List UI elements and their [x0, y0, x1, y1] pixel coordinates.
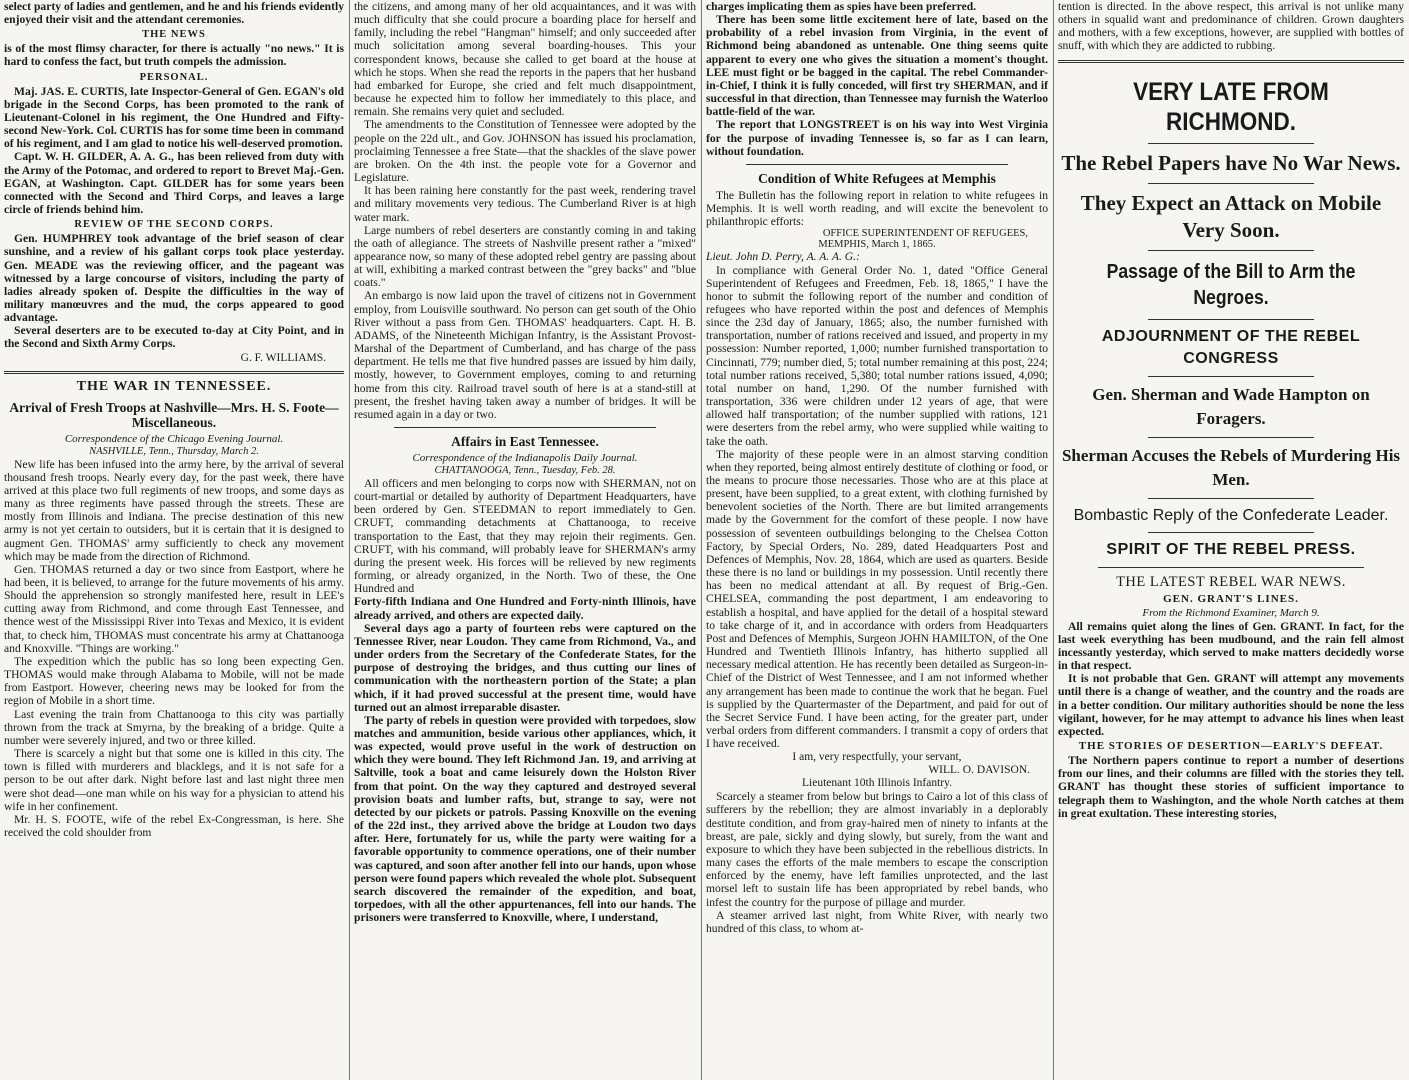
signature-davison: WILL. O. DAVISON. [928, 764, 1030, 777]
headline-divider [1148, 183, 1314, 184]
paragraph-longstreet: The report that LONGSTREET is on his way into West Virginia for the purpose of invading Tennessee is, so far as I can learn, without foundation. [706, 118, 1048, 158]
article-heading-refugees: Condition of White Refugees at Memphis [758, 170, 996, 186]
paragraph-raining: It has been raining here constantly for the past week, rendering travel and military movements very tedious. The Cumberland River is at high water mark. [354, 184, 696, 224]
headline-accuses: Sherman Accuses the Rebels of Murdering His Men. [1061, 445, 1401, 489]
paragraph-large-numbers: Large numbers of rebel deserters are constantly coming in and taking the oath of allegiance. The streets of Nashville present rather a "mixed" appearance now, so many of these adopted rebel gentry are passing about at will, exhibiting a marked contrast between the "grey backs" and "blue coats." [354, 223, 696, 290]
headline-spirit: SPIRIT OF THE REBEL PRESS. [1106, 540, 1356, 558]
headline-attack-mobile: They Expect an Attack on Mobile Very Soon. [1080, 190, 1382, 242]
closing-respectfully: I am, very respectfully, your servant, [792, 751, 962, 764]
source-line: From the Richmond Examiner, March 9. [1142, 606, 1320, 619]
address-date: MEMPHIS, March 1, 1865. [818, 239, 936, 251]
paragraph-all-remains: All remains quiet along the lines of Gen. GRANT. In fact, for the last week everything has been mudbound, and the rain fell almost incessantly yesterday, which served to make matters decidedly worse in that respect. [1058, 619, 1404, 673]
headline-divider [1148, 250, 1314, 251]
headline-divider [1148, 437, 1314, 438]
paragraph-foote: Mr. H. S. FOOTE, wife of the rebel Ex-Congressman, is here. She received the cold shoulder from [4, 812, 344, 839]
paragraph-curtis: Maj. JAS. E. CURTIS, late Inspector-General of Gen. EGAN's old brigade in the Second Corps, has been promoted to the rank of Lieutenant-Colonel in his regiment, the One Hundred and Fifty-second New-York. Col. CURTIS has for some time been in command of his regiment, and I am glad to notice his well-deserved promotion. [4, 84, 344, 151]
correspondence-line: Correspondence of the Chicago Evening Journal. [64, 432, 284, 445]
headline-divider [1148, 319, 1314, 320]
paragraph-expedition: The expedition which the public has so long been expecting Gen. THOMAS would make through Alabama to Mobile, will not be made from Eastport. However, cheering news may be looked for from the region of Mobile in a short time. [4, 654, 344, 708]
headline-passage: Passage of the Bill to Arm the Negroes. [1106, 260, 1356, 309]
paragraph-deserters: Several deserters are to be executed to-day at City Point, and in the Second and Sixth Army Corps. [4, 324, 344, 351]
section-divider [1058, 60, 1404, 63]
headline-bombastic: Bombastic Reply of the Confederate Leader. [1073, 506, 1389, 524]
column-4 [1054, 0, 1409, 1080]
dateline-chattanooga: CHATTANOOGA, Tenn., Tuesday, Feb. 28. [434, 465, 616, 476]
headline-divider [1148, 498, 1314, 499]
column-1 [0, 0, 350, 1080]
paragraph-charges: charges implicating them as spies have been preferred. [706, 0, 977, 13]
article-divider [1098, 567, 1364, 568]
paragraph-amendments: The amendments to the Constitution of Tennessee were adopted by the people on the 22d ult., and Gov. JOHNSON has issued his proclamation, proclaiming Tennessee a free State—that the shackles of the slave power are broken. On the 4th inst. the people vote for a Governor and Legislature. [354, 118, 696, 185]
paragraph-citizens: the citizens, and among many of her old acquaintances, and it was with much difficulty that she could procure a boarding place for herself and family, including the rebel "Hangman" himself; and only succeeded after much solicitation among several boarding-houses. This your correspondent knows, because she called to get board at the house at which he stops. When she read the reports in the papers that her husband had embarked for Europe, she cried and felt much disappointment, because he expected him to follow her immediately to this place, and remain. She remains very quiet and secluded. [354, 0, 696, 119]
signature-rank: Lieutenant 10th Illinois Infantry. [802, 777, 952, 790]
paragraph-news: is of the most flimsy character, for there is actually "no news." It is hard to confess the fact, but truth compels the admission. [4, 42, 344, 69]
paragraph-majority: The majority of these people were in an almost starving condition when they reported, being almost entirely destitute of clothing or food, or the means to procure those necessaries. Those who are at this place at present, have been supplied, to a great extent, with clothing furnished by benevolent societies of the North. There are but limited arrangements made by the Government for the comfort of these people. I now have possession of seventeen outbuildings belonging to the Chelsea Cotton Factory, by Special Orders, No. 289, dated Headquarters Post and Defences of Memphis, Nov. 28, 1864, which are used as quarters. Beside these there is no land or buildings in my possession. Until recently there has been no medical attendant at all. By request of Brig.-Gen. CHELSEA, commanding the post department, I am endeavoring to establish a hospital, and have applied for the detail of a hospital steward to take charge of it, and in accordance with orders from Headquarters Post and Defences of Memphis, Surgeon JOHN HAMILTON, of the One Hundred and Twentieth Illinois Infantry, has hitherto supplied all necessary medical attention. He has recently been detailed as Surgeon-in-Chief of the District of West Tennessee, and I am not informed whether any arrangement has been made to continue the work that he began. Fuel is supplied by the Quartermaster of the Department, and paid for out of the Secret Service Fund. I have been acting, for the greater part, under verbal orders from different commanders. I transmit a copy of orders that I have received. [706, 447, 1048, 751]
paragraph-scarcely: There is scarcely a night but that some one is killed in this city. The town is filled with murderers and blacklegs, and it is not safe for a person to be out after dark. Night before last and last night three men were shot dead—one man while on his way for a physician to attend his wife in her confinement. [4, 747, 344, 813]
subhead-stories: THE STORIES OF DESERTION—EARLY'S DEFEAT. [1078, 740, 1384, 753]
article-divider [746, 164, 1008, 165]
dateline-nashville: NASHVILLE, Tenn., Thursday, March 2. [89, 445, 259, 457]
subhead-grant-lines: GEN. GRANT'S LINES. [1163, 592, 1299, 605]
headline-divider [1148, 376, 1314, 377]
paragraph-intro: select party of ladies and gentlemen, and he and his friends evidently enjoyed their visit and the attendant ceremonies. [4, 0, 344, 27]
paragraph-all-officers: All officers and men belonging to corps now with SHERMAN, not on court-martial or detailed by authority of Department Headquarters, have been ordered by Gen. STEEDMAN to report immediately to Gen. CRUFT, commanding detachments at Chattanooga, to receive transportation to the East, that they may rejoin their regiments. Gen. CRUFT, with his command, will probably leave for SHERMAN's army during the present week. His forces will be relieved by new regiments forming, or already organized, in the North. Two of these, the One Hundred and [354, 477, 696, 596]
paragraph-thomas: Gen. THOMAS returned a day or two since from Eastport, where he had been, it is believed, to arrange for the future movements of his army. Should the apprehension so strongly manifested here, result in LEE's cutting away from Richmond, and come through East Tennessee, and thence west of the Mississippi River into Texas and Mexico, it is evident that, to check him, THOMAS must concentrate his army at Chattanooga and Knoxville. "Things are working." [4, 562, 344, 655]
paragraph-forty-fifth: Forty-fifth Indiana and One Hundred and Forty-ninth Illinois, have already arrived, and others are expected daily. [354, 595, 696, 622]
paragraph-arrived: A steamer arrived last night, from White River, with nearly two hundred of this class, to whom at- [706, 908, 1048, 935]
paragraph-last-evening: Last evening the train from Chattanooga to this city was partially thrown from the track at Smyrna, by the breaking of a bridge. Quite a number were severely injured, and two or three killed. [4, 707, 344, 747]
paragraph-probable: It is not probable that Gen. GRANT will attempt any movements until there is a change of weather, and the country and the roads are in a better condition. Our military authorities should be none the less vigilant, however, for he may attempt to advance his lines when least expected. [1058, 672, 1404, 738]
correspondence-line: Correspondence of the Indianapolis Daily Journal. [412, 452, 638, 464]
paragraph-party: The party of rebels in question were provided with torpedoes, slow matches and ammunition, beside various other appliances, which, it was expected, would prove useful in the work of destruction on which they were bound. They left Richmond Jan. 19, and arriving at Saltville, took a boat and came leisurely down the Holston River from that point. On the way they captured and destroyed several provision boats and lumber rafts, but, strange to say, were not detected by our pickets or patrols. Passing Knoxville on the evening of the 22d inst., they arrived above the bridge at Loudon two days after. Here, fortunately for us, while the party were waiting for a favorable opportunity to commence operations, one of their number was captured, and soon after another fell into our hands, upon whose person were found papers which revealed the whole plot. Subsequent search discovered the remainder of the expedition, and boat, torpedoes, with all the other appurtenances, fell into our hands. The prisoners were transferred to Knoxville, where, I understand, [354, 713, 696, 925]
subhead-review: REVIEW OF THE SECOND CORPS. [74, 219, 274, 231]
paragraph-steamer: Scarcely a steamer from below but brings to Cairo a lot of this class of sufferers by the rebellion; they are almost invariably in a deplorably destitute condition, and from gray-haired men of ninety to infants at the breast, are pale, sickly and dying slowly, but surely, from the want and exposure to which they have been subjected in the rebellious districts. In many cases the efforts of the male members to escape the conscription enforced by the enemy, have left families unprotected, and the last morsel left to sustain life has been appropriated by rebel bands, who infest the country for the purpose of pillage and murder. [706, 790, 1048, 909]
section-divider [4, 371, 344, 374]
paragraph-embargo: An embargo is now laid upon the travel of citizens not in Government employ, from Louisville southward. No person can get south of the Ohio River without a pass from Gen. THOMAS' headquarters. Capt. H. B. ADAMS, of the Nineteenth Michigan Infantry, is the Assistant Provost-Marshal of the Department of Cumberland, and has charge of the pass department. He tells me that five hundred passes are issued by him daily, mostly, however, to Government employes, coming to and returning home from this city. Railroad travel south of here is at a stand-still at present, the freshet having taken away a number of bridges. It will be resumed again in a day or two. [354, 289, 696, 421]
subhead-personal: PERSONAL. [139, 71, 209, 83]
paragraph-northern: The Northern papers continue to report a number of desertions from our lines, and their columns are filled with the stories they tell. GRANT has thought these stories of sufficient importance to telegraph them to Washington, and the whole North catches at them in great exultation. These interesting stories, [1058, 754, 1404, 820]
headline-latest: THE LATEST REBEL WAR NEWS. [1116, 573, 1346, 590]
paragraph-humphrey: Gen. HUMPHREY took advantage of the brief season of clear sunshine, and a review of his gallant corps took place yesterday. Gen. MEADE was the reviewing officer, and the pageant was witnessed by a large concourse of visitors, including the party of ladies already spoken of. Despite the difficulties in the way of military manœuvres and the mud, the corps appeared to good advantage. [4, 232, 344, 325]
signature-williams: G. F. WILLIAMS. [240, 351, 326, 364]
column-2 [350, 0, 702, 1080]
subhead-the-news: THE NEWS [142, 29, 206, 41]
paragraph-excitement: There has been some little excitement here of late, based on the probability of a rebel invasion from Virginia, in the event of Richmond being abandoned as untenable. One thing seems quite apparent to every one who gives the situation a moment's thought. LEE must fight or be bagged in the capital. The rebel Commander-in-Chief, I think it is fully conceded, will first try SHERMAN, and if successful in that direction, than Tennessee may furnish the Waterloo battle-field of the war. [706, 13, 1048, 119]
article-divider [394, 427, 656, 428]
paragraph-compliance: In compliance with General Order No. 1, dated "Office General Superintendent of Refugees and Freedmen, Feb. 18, 1865," I have the honor to submit the following report of the number and condition of refugees who have reported within the post and defences of Memphis since the 23d day of January, 1865; also, the number furnished with transportation, number of rations received and issued, and property in my possession: Number reported, 1,000; number furnished transportation to Cincinnati, 779; number died, 5; total number remaining at this post, 224; total number rations received, 5,380; total number rations issued, 4,090; total number on hand, 1,290. Of the number furnished with transportation, 336 were children under 12 years of age, that were allowed half transportation; of the number supplied with rations, 121 were deserters from the rebel army, who were supplied while waiting to take the oath. [706, 263, 1048, 448]
section-heading-war-tennessee: THE WAR IN TENNESSEE. [76, 378, 272, 394]
article-heading-affairs: Affairs in East Tennessee. [451, 434, 599, 449]
headline-very-late: VERY LATE FROM RICHMOND. [1133, 77, 1329, 136]
column-3 [702, 0, 1054, 1080]
paragraph-several-days: Several days ago a party of fourteen rebs were captured on the Tennessee River, near Loudon. They came from Richmond, Va., and under orders from the Secretary of the Confederate States, for the purpose of destroying the bridges, and thus cutting our lines of communication with the northeastern portion of the State; a plan which, if it had proved successful at the present time, would have turned out an almost irreparable disaster. [354, 621, 696, 714]
headline-sherman-wade: Gen. Sherman and Wade Hampton on Foragers. [1092, 384, 1370, 428]
address-office: OFFICE SUPERINTENDENT OF REFUGEES, [822, 228, 1028, 240]
address-recipient: Lieut. John D. Perry, A. A. A. G.: [706, 250, 860, 264]
paragraph-bulletin: The Bulletin has the following report in relation to white refugees in Memphis. It is well worth reading, and will excite the benevolent to philanthropic efforts: [706, 188, 1048, 229]
headline-divider [1148, 532, 1314, 533]
article-heading-arrival: Arrival of Fresh Troops at Nashville—Mrs. H. S. Foote—Miscellaneous. [9, 399, 339, 430]
paragraph-new-life: New life has been infused into the army here, by the arrival of several thousand fresh troops. Nearly every day, for the past week, there have arrived at this place two full regiments of new troops, and some days as many as three regiments have passed through the streets. These are mostly from Illinois and Indiana. The precise destination of this new army is not yet certain to outsiders, but it is certain that it is designed to augment Gen. THOMAS' army sufficiently to check any movement which may be made from the direction of Richmond. [4, 457, 344, 563]
headline-adjournment: ADJOURNMENT OF THE REBEL CONGRESS [1101, 327, 1361, 367]
paragraph-tention: tention is directed. In the above respect, this arrival is not unlike many others in squalid want and predominance of children. Grown daughters and mothers, with a few exceptions, however, are supplied with bottles of snuff, with which they are addicted to rubbing. [1058, 0, 1404, 53]
headline-divider [1148, 143, 1314, 144]
paragraph-gilder: Capt. W. H. GILDER, A. A. G., has been relieved from duty with the Army of the Potomac, and ordered to report to Brevet Maj.-Gen. EGAN, at Washington. Capt. GILDER has for some years been connected with the Second and Third Corps, and leaves a large circle of friends behind him. [4, 150, 344, 217]
headline-rebel-papers: The Rebel Papers have No War News. [1061, 150, 1401, 175]
